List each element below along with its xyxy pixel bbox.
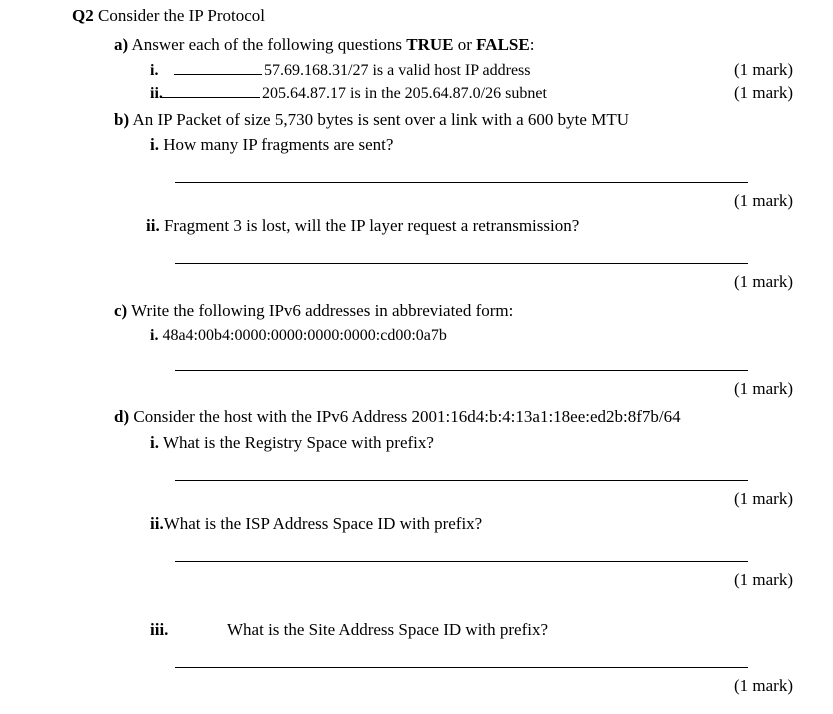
mark-d-ii: (1 mark) [733,570,793,589]
false-word: FALSE [476,35,530,54]
item-number: i. [150,135,159,154]
item-number-d-iii: iii. [150,620,169,639]
answer-blank[interactable] [160,84,260,98]
answer-line-d-iii[interactable] [175,667,748,668]
part-c-prompt [114,302,513,319]
part-d-item-1 [150,434,434,451]
item-text: 57.69.168.31/27 is a valid host IP address [264,62,531,79]
item-number: ii. [150,85,163,102]
answer-line-d-i[interactable] [175,480,748,481]
part-b-prompt [114,111,629,128]
question-title: Consider the IP Protocol [97,6,265,25]
mark-b-ii: (1 mark) [733,272,793,291]
question-number: Q2 [72,6,94,25]
part-a-item-2 [150,84,547,102]
part-d-prompt-text: Consider the host with the IPv6 Address 2001:16d4:b:4:13a1:18ee:ed2b:8f7b/64 [133,407,681,426]
mark-d-i: (1 mark) [733,489,793,508]
part-d-prompt [114,408,681,425]
part-b-item-1 [150,136,393,153]
mark-a-ii: (1 mark) [733,83,793,102]
or-word: or [453,35,477,54]
mark-c-i: (1 mark) [733,379,793,398]
item-text-d-iii: What is the Site Address Space ID with prefix? [227,620,549,639]
mark-b-i: (1 mark) [733,191,793,210]
answer-line-b-i[interactable] [175,182,748,183]
item-text: What is the Registry Space with prefix? [162,433,434,452]
item-number: i. [150,433,159,452]
part-c-label: c) [114,301,128,320]
mark-d-iii: (1 mark) [733,676,793,695]
item-text: 48a4:00b4:0000:0000:0000:0000:cd00:0a7b [162,327,447,344]
item-text: How many IP fragments are sent? [163,135,394,154]
part-a-prompt [114,36,534,53]
part-b-item-2 [146,217,579,234]
item-text: Fragment 3 is lost, will the IP layer request a retransmission? [163,216,580,235]
colon: : [529,35,535,54]
item-number: ii. [146,216,160,235]
mark-a-i: (1 mark) [733,60,793,79]
part-c-item-1 [150,328,447,344]
part-a-label: a) [114,35,129,54]
question-header [72,7,265,24]
part-a-prompt-text: Answer each of the following questions [131,35,407,54]
answer-blank[interactable] [174,61,262,75]
part-d-item-2 [150,515,482,532]
item-number: i. [150,62,159,79]
true-word: TRUE [406,35,454,54]
part-c-prompt-text: Write the following IPv6 addresses in abbreviated form: [131,301,514,320]
item-number: ii. [150,514,164,533]
part-b-prompt-text: An IP Packet of size 5,730 bytes is sent over a link with a 600 byte MTU [132,110,629,129]
part-a-item-1 [150,61,531,79]
part-b-label: b) [114,110,130,129]
answer-line-b-ii[interactable] [175,263,748,264]
answer-line-d-ii[interactable] [175,561,748,562]
item-number: i. [150,327,159,344]
answer-line-c-i[interactable] [175,370,748,371]
item-text: What is the ISP Address Space ID with prefix? [163,514,483,533]
part-d-label: d) [114,407,130,426]
item-text: 205.64.87.17 is in the 205.64.87.0/26 subnet [262,85,547,102]
